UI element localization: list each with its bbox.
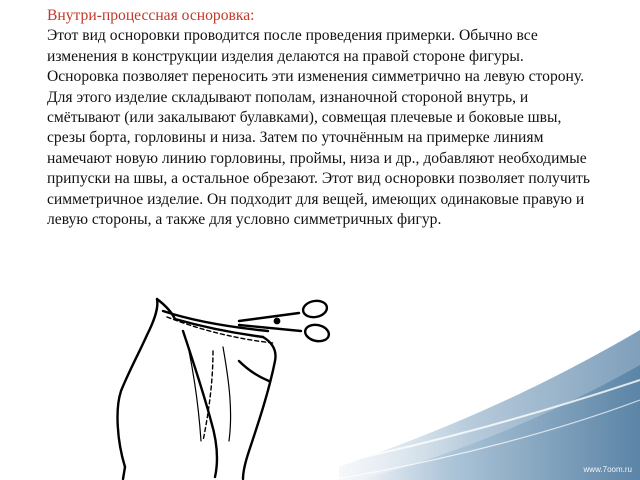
watermark: www.7oom.ru <box>583 465 632 474</box>
garment-with-scissors-icon <box>63 291 339 480</box>
garment-illustration <box>63 291 339 480</box>
slide-body-text: Этот вид осноровки проводится после проведения примерки. Обычно все изменения в конструкции изделия делаются на правой стороне фигуры. Осноровка позволяет переносить эти изменения симметрично на левую сторону. Для этого изделие складывают пополам, изнаночной стороной внутрь, и смётывают (или закалывают булавками), совмещая плечевые и боковые швы, срезы борта, горловины и низа. Затем по уточнённым на примерке линиям намечают новую линию горловины, проймы, низа и др., добавляют необходимые припуски на швы, а остальное обрезают. Этот вид осноровки позволяет получить симметричное изделие. Он подходит для вещей, имеющих одинаковые правую и левую стороны, а также для условно симметричных фигур. <box>47 27 590 229</box>
text-block <box>47 6 595 230</box>
slide-heading: Внутри-процессная осноровка: <box>47 7 255 24</box>
